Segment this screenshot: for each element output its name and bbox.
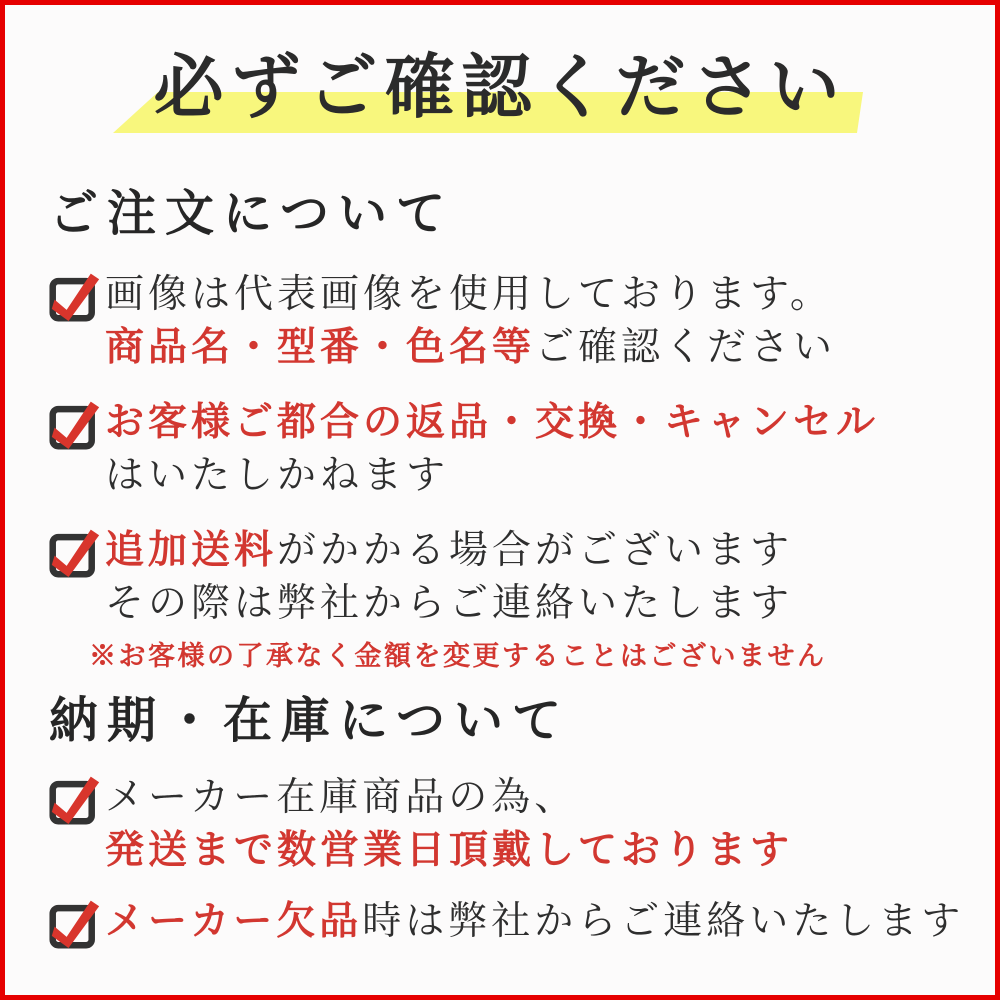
text-segment: ご確認ください (535, 325, 837, 370)
text-segment-red: 発送まで数営業日頂戴しております (105, 827, 794, 873)
text-segment-red: メーカー欠品 (105, 898, 363, 944)
text-segment: 画像は代表画像を使用しております。 (105, 272, 833, 317)
text-segment-red: 商品名・型番・色名等 (105, 324, 536, 370)
item-footnote: ※お客様の了承なく金額を変更することはございません (89, 641, 827, 672)
page-title: 必ずご確認ください (153, 45, 847, 128)
text-segment: はいたしかねます (105, 453, 450, 498)
section-heading-order: ご注文について (49, 184, 455, 242)
list-item (49, 895, 965, 949)
item-line (105, 396, 879, 449)
notice-content (5, 185, 995, 949)
item-line (105, 824, 793, 877)
item-text (105, 771, 793, 877)
checkbox-red-check-icon (49, 524, 105, 578)
item-line (105, 524, 793, 577)
section-stock-items (49, 771, 965, 949)
item-line (105, 771, 793, 824)
item-line (105, 449, 879, 502)
item-text (105, 524, 793, 630)
list-item (49, 524, 961, 630)
list-item (49, 268, 961, 374)
list-item (49, 771, 961, 877)
text-segment: メーカー在庫商品の為、 (105, 775, 578, 820)
title-area (5, 5, 995, 155)
text-segment: がかかる場合がございます (277, 528, 794, 573)
checkbox-red-check-icon (49, 895, 105, 949)
item-line (105, 321, 836, 374)
item-text (105, 396, 879, 502)
item-line (105, 895, 964, 948)
item-text (105, 895, 964, 948)
list-item (49, 396, 961, 502)
checkbox-red-check-icon (49, 396, 105, 450)
item-line (105, 268, 836, 321)
section-heading-stock: 納期・在庫について (49, 691, 571, 749)
checkbox-red-check-icon (49, 268, 105, 322)
text-segment-red: 追加送料 (105, 527, 278, 573)
text-segment-red: お客様ご都合の返品・交換・キャンセル (105, 399, 880, 445)
item-line (105, 577, 793, 630)
checkbox-red-check-icon (49, 771, 105, 825)
text-segment: その際は弊社からご連絡いたします (105, 581, 794, 626)
item-text (105, 268, 836, 374)
text-segment: 時は弊社からご連絡いたします (362, 899, 965, 944)
section-order-items (49, 268, 961, 676)
